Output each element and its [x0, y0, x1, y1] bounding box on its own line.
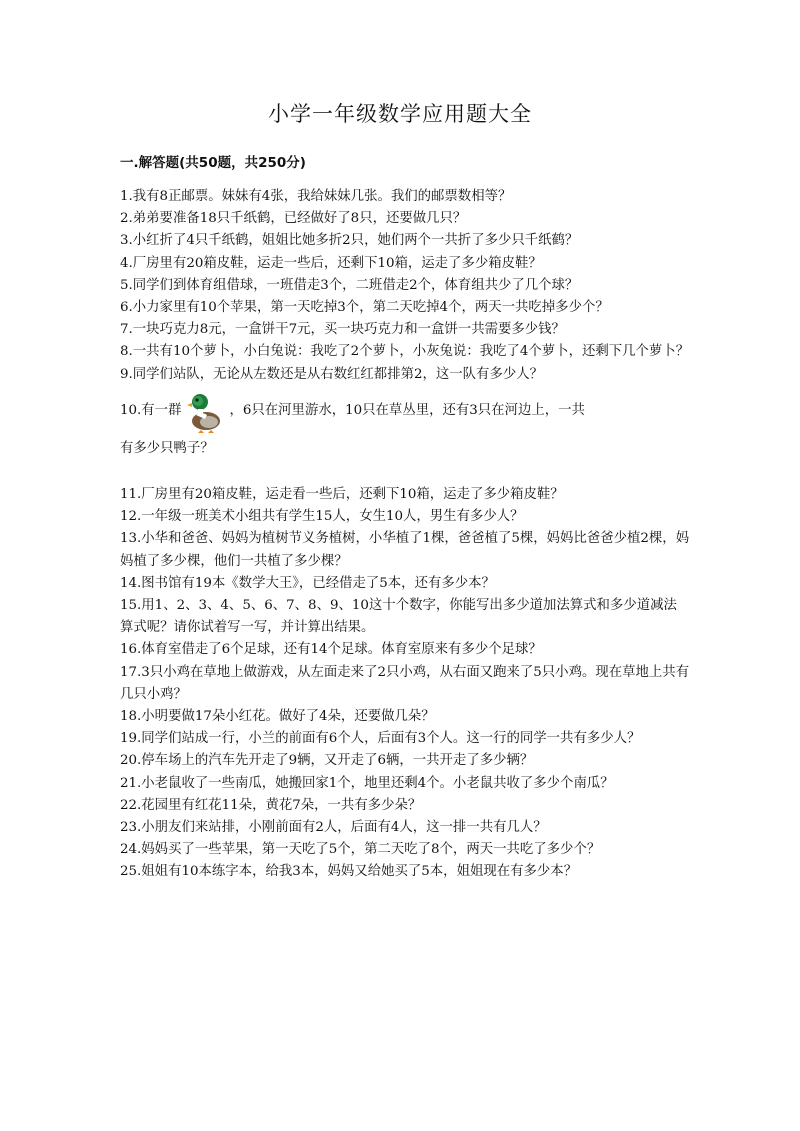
question-item: 11.厂房里有20箱皮鞋，运走看一些后，还剩下10箱，运走了多少箱皮鞋？ [120, 487, 564, 503]
question-item: 22.花园里有红花11朵，黄花7朵，一共有多少朵？ [120, 797, 422, 813]
question-item: 2.弟弟要准备18只千纸鹤，已经做好了8只，还要做几只？ [120, 211, 467, 227]
question-item: 13.小华和爸爸、妈妈为植树节义务植树，小华植了1棵，爸爸植了5棵，妈妈比爸爸少植2棵，妈妈植了多少棵，他们一共植了多少棵？ [120, 531, 690, 569]
questions-1-9 [120, 186, 690, 386]
question-item: 17.3只小鸡在草地上做游戏，从左面走来了2只小鸡，从右面又跑来了5只小鸡。现在草地上共有几只小鸡？ [120, 664, 690, 702]
question-item: 21.小老鼠收了一些南瓜，她搬回家1个，地里还剩4个。小老鼠共收了多少个南瓜？ [120, 775, 614, 791]
section-heading: 一.解答题(共50题，共250分) [120, 155, 306, 171]
question-item: 16.体育室借走了6个足球，还有14个足球。体育室原来有多少个足球？ [120, 642, 542, 658]
question-10 [120, 386, 690, 436]
question-item: 3.小红折了4只千纸鹤，姐姐比她多折2只，她们两个一共折了多少只千纸鹤？ [120, 233, 579, 249]
question-item: 18.小明要做17朵小红花。做好了4朵，还要做几朵？ [120, 709, 435, 725]
question-item: 5.同学们到体育组借球，一班借走3个，二班借走2个，体育组共少了几个球？ [120, 277, 579, 293]
question-item: 24.妈妈买了一些苹果，第一天吃了5个，第二天吃了8个，两天一共吃了多少个？ [120, 842, 601, 858]
question-item: 12.一年级一班美术小组共有学生15人，女生10人，男生有多少人？ [120, 509, 524, 525]
question-list [120, 186, 690, 884]
question-10-after: ，6只在河里游水，10只在草丛里，还有3只在河边上，一共 [229, 402, 585, 418]
question-item: 8.一共有10个萝卜，小白兔说：我吃了2个萝卜，小灰兔说：我吃了4个萝卜，还剩下几个萝卜？ [120, 344, 690, 360]
question-item: 14.图书馆有19本《数学大王》，已经借走了5本，还有多少本？ [120, 575, 495, 591]
question-item: 23.小朋友们来站排，小刚前面有2人，后面有4人，这一排一共有几人？ [120, 820, 547, 836]
question-item: 20.停车场上的汽车先开走了9辆，又开走了6辆，一共开走了多少辆？ [120, 753, 534, 769]
question-item: 9.同学们站队，无论从左数还是从右数红红都排第2，这一队有多少人？ [120, 366, 544, 382]
question-10-before: 10.有一群 [120, 402, 182, 418]
page-title: 小学一年级数学应用题大全 [268, 102, 532, 126]
question-item: 25.姐姐有10本练字本，给我3本，妈妈又给她买了5本，姐姐现在有多少本？ [120, 864, 578, 880]
question-10-tail: 有多少只鸭子？ [120, 440, 214, 456]
question-item: 7.一块巧克力8元，一盒饼干7元，买一块巧克力和一盒饼一共需要多少钱？ [120, 322, 565, 338]
question-item: 15.用1、2、3、4、5、6、7、8、9、10这十个数字，你能写出多少道加法算式和多少道减法算式呢？请你试着写一写，并计算出结果。 [120, 598, 677, 636]
question-item: 6.小力家里有10个苹果，第一天吃掉3个，第二天吃掉4个，两天一共吃掉多少个？ [120, 300, 609, 316]
questions-11-25 [120, 484, 690, 884]
duck-icon [187, 389, 223, 433]
question-item: 1.我有8正邮票。妹妹有4张，我给妹妹几张。我们的邮票数相等？ [120, 189, 512, 204]
question-item: 4.厂房里有20箱皮鞋，运走一些后，还剩下10箱，运走了多少箱皮鞋？ [120, 255, 542, 271]
question-item: 19.同学们站成一行，小兰的前面有6个人，后面有3个人。这一行的同学一共有多少人？ [120, 731, 641, 747]
